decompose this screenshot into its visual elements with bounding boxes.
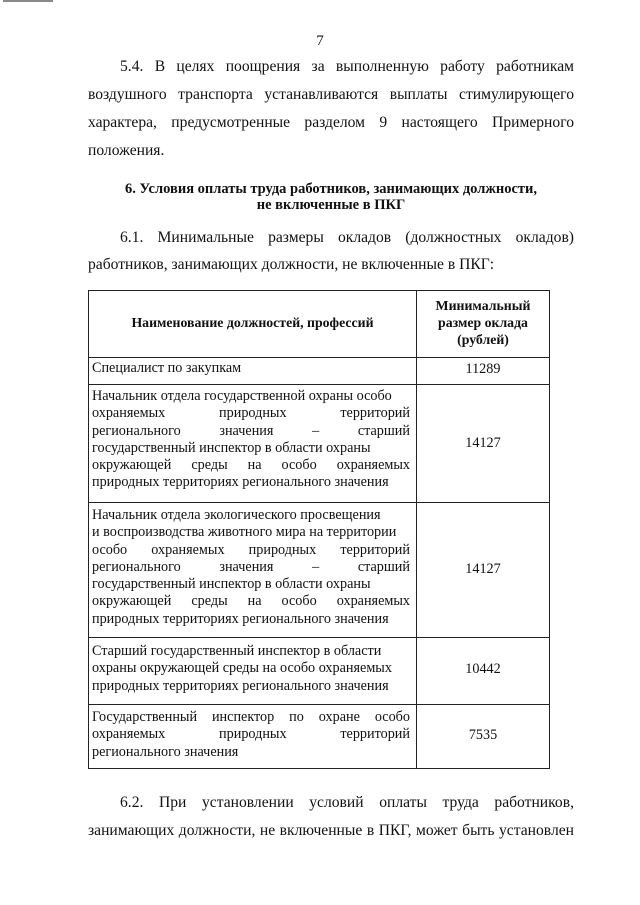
position-text-line: охраняемых природных территорий bbox=[92, 405, 410, 422]
position-text-line: и воспроизводства животного мира на территории bbox=[92, 524, 397, 541]
row-divider bbox=[89, 704, 549, 705]
position-text-line: природных территориях регионального значения bbox=[92, 677, 389, 694]
position-text-line: Государственный инспектор по охране особо bbox=[92, 709, 410, 725]
para-5-4-line: воздушного транспорта устанавливаются выплаты стимулирующего bbox=[88, 86, 574, 103]
table-row-position bbox=[92, 388, 410, 492]
header-min-salary bbox=[417, 297, 549, 348]
para-5-4-line: характера, предусмотренные разделом 9 настоящего Примерного bbox=[88, 114, 574, 131]
page-number: 7 bbox=[316, 33, 324, 49]
table-row-position bbox=[92, 507, 410, 628]
position-text-line: природных территориях регионального значения bbox=[92, 610, 389, 627]
table-row-position bbox=[92, 643, 410, 695]
position-text-line: государственный инспектор в области охраны bbox=[92, 439, 371, 456]
position-text-line: Старший государственный инспектор в области bbox=[92, 643, 382, 659]
para-6-2-line: 6.2. При установлении условий оплаты труда работников, bbox=[120, 794, 574, 811]
position-text-line: окружающей среды на особо охраняемых bbox=[92, 593, 410, 610]
para-6-1-line: 6.1. Минимальные размеры окладов (должностных окладов) bbox=[120, 229, 574, 246]
position-text-line: регионального значения – старший bbox=[92, 558, 410, 575]
row-divider bbox=[89, 637, 549, 638]
table-row-position bbox=[92, 709, 410, 761]
row-divider bbox=[89, 384, 549, 385]
top-edge-line bbox=[3, 0, 53, 2]
para-5-4-line: положения. bbox=[88, 142, 165, 159]
position-text-line: регионального значения – старший bbox=[92, 422, 410, 439]
position-text-line: особо охраняемых природных территорий bbox=[92, 541, 410, 558]
position-text-line: Специалист по закупкам bbox=[92, 360, 242, 376]
table-row-salary: 14127 bbox=[465, 435, 501, 451]
para-5-4-line: 5.4. В целях поощрения за выполненную работу работникам bbox=[120, 58, 574, 75]
section-heading-line: 6. Условия оплаты труда работников, занимающих должности, bbox=[124, 181, 538, 197]
table-row-salary: 7535 bbox=[468, 727, 498, 743]
table-row-salary: 11289 bbox=[465, 361, 501, 377]
table-row-salary: 10442 bbox=[465, 661, 501, 677]
para-6-2-line: занимающих должности, не включенные в ПКГ, может быть установлен bbox=[88, 822, 574, 839]
position-text-line: окружающей среды на особо охраняемых bbox=[92, 457, 410, 474]
salary-table bbox=[88, 290, 550, 769]
row-divider bbox=[89, 357, 549, 358]
section-heading-line: не включенные в ПКГ bbox=[256, 197, 406, 213]
position-text-line: охраняемых природных территорий bbox=[92, 726, 410, 743]
para-6-1-line: работников, занимающих должности, не включенные в ПКГ: bbox=[88, 256, 495, 273]
position-text-line: Начальник отдела экологического просвещения bbox=[92, 507, 381, 523]
position-text-line: охраны окружающей среды на особо охраняемых bbox=[92, 660, 392, 677]
header-min-salary-line: размер оклада bbox=[438, 315, 528, 330]
position-text-line: природных территориях регионального значения bbox=[92, 474, 389, 491]
position-text-line: регионального значения bbox=[92, 743, 239, 760]
row-divider bbox=[89, 502, 549, 503]
table-row-position bbox=[92, 360, 410, 377]
position-text-line: государственный инспектор в области охраны bbox=[92, 576, 371, 593]
header-min-salary-line: (рублей) bbox=[457, 332, 509, 347]
table-row-salary: 14127 bbox=[465, 561, 501, 577]
position-text-line: Начальник отдела государственной охраны особо bbox=[92, 388, 392, 404]
header-min-salary-line: Минимальный bbox=[435, 298, 531, 313]
header-position-name: Наименование должностей, профессий bbox=[131, 315, 374, 330]
